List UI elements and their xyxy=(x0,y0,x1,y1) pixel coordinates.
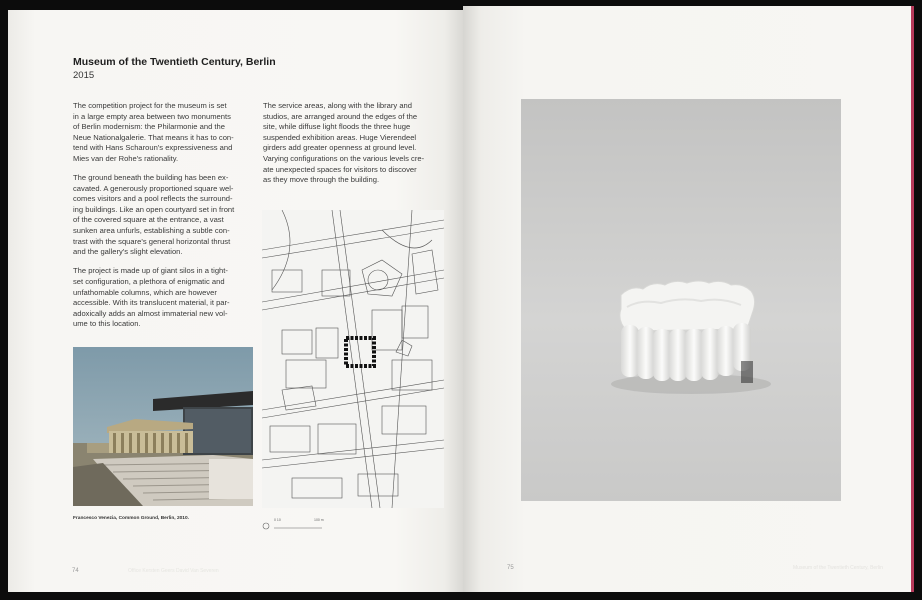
paragraph: The service areas, along with the library and studios, are arranged around the edges of the site, while diffuse light floods the three huge suspended exhibition areas. Huge Vierendeel girders add greater openness at ground level. Varying configurations on the various levels cre- ate unexpected spaces for visitors to discover as they move through the building. xyxy=(263,101,425,185)
left-page xyxy=(8,10,463,592)
model-illustration xyxy=(521,99,841,501)
scale-bar xyxy=(262,518,332,528)
project-footprint xyxy=(346,338,374,366)
text-column-right xyxy=(263,101,445,194)
paragraph: The project is made up of giant silos in a tight- set configuration, a plethora of enigmatic and unfathomable columns, which are however accessible. With its translucent material, it par- adoxically adds an almost immaterial new vol- ume to this location. xyxy=(73,266,230,329)
running-footer-left: Office Kersten Geers David Van Severen xyxy=(128,568,219,574)
model-photo xyxy=(521,99,841,501)
site-plan-drawing xyxy=(262,210,444,508)
site-photo xyxy=(73,347,253,506)
page-number-right: 75 xyxy=(507,565,514,571)
project-year: 2015 xyxy=(73,70,95,81)
scale-start-label: 0 10 xyxy=(274,518,281,522)
paragraph: The ground beneath the building has been ex- cavated. A generously proportioned square wel- comes visitors and a pool reflects the surround- ing buildings. Like an open courtyard set in front of the covered square at the entrance, a vast sunken area unfurls, establishing a subtle con- trast with the square's general horizontal thrust and the gallery's slight elevation. xyxy=(73,173,235,257)
site-plan-map xyxy=(262,210,444,508)
book-spread xyxy=(8,6,914,594)
running-footer-right: Museum of the Twentieth Century, Berlin xyxy=(793,565,883,571)
scale-end-label: 100 m xyxy=(314,518,324,522)
paragraph: The competition project for the museum is set in a large empty area between two monuments of Berlin modernism: the Philarmonie and the Neue Nationalgalerie. That means it has to con- tend with Hans Scharoun's expressiveness and Mies van der Rohe's rationality. xyxy=(73,101,234,163)
photo-illustration xyxy=(73,347,253,506)
photo-caption: Francesco Venezia, Common Ground, Berlin, 2010. xyxy=(73,516,189,521)
north-arrow-icon xyxy=(262,521,332,531)
page-title: Museum of the Twentieth Century, Berlin xyxy=(73,56,276,68)
text-column-left xyxy=(73,101,255,338)
page-number-left: 74 xyxy=(72,568,79,574)
